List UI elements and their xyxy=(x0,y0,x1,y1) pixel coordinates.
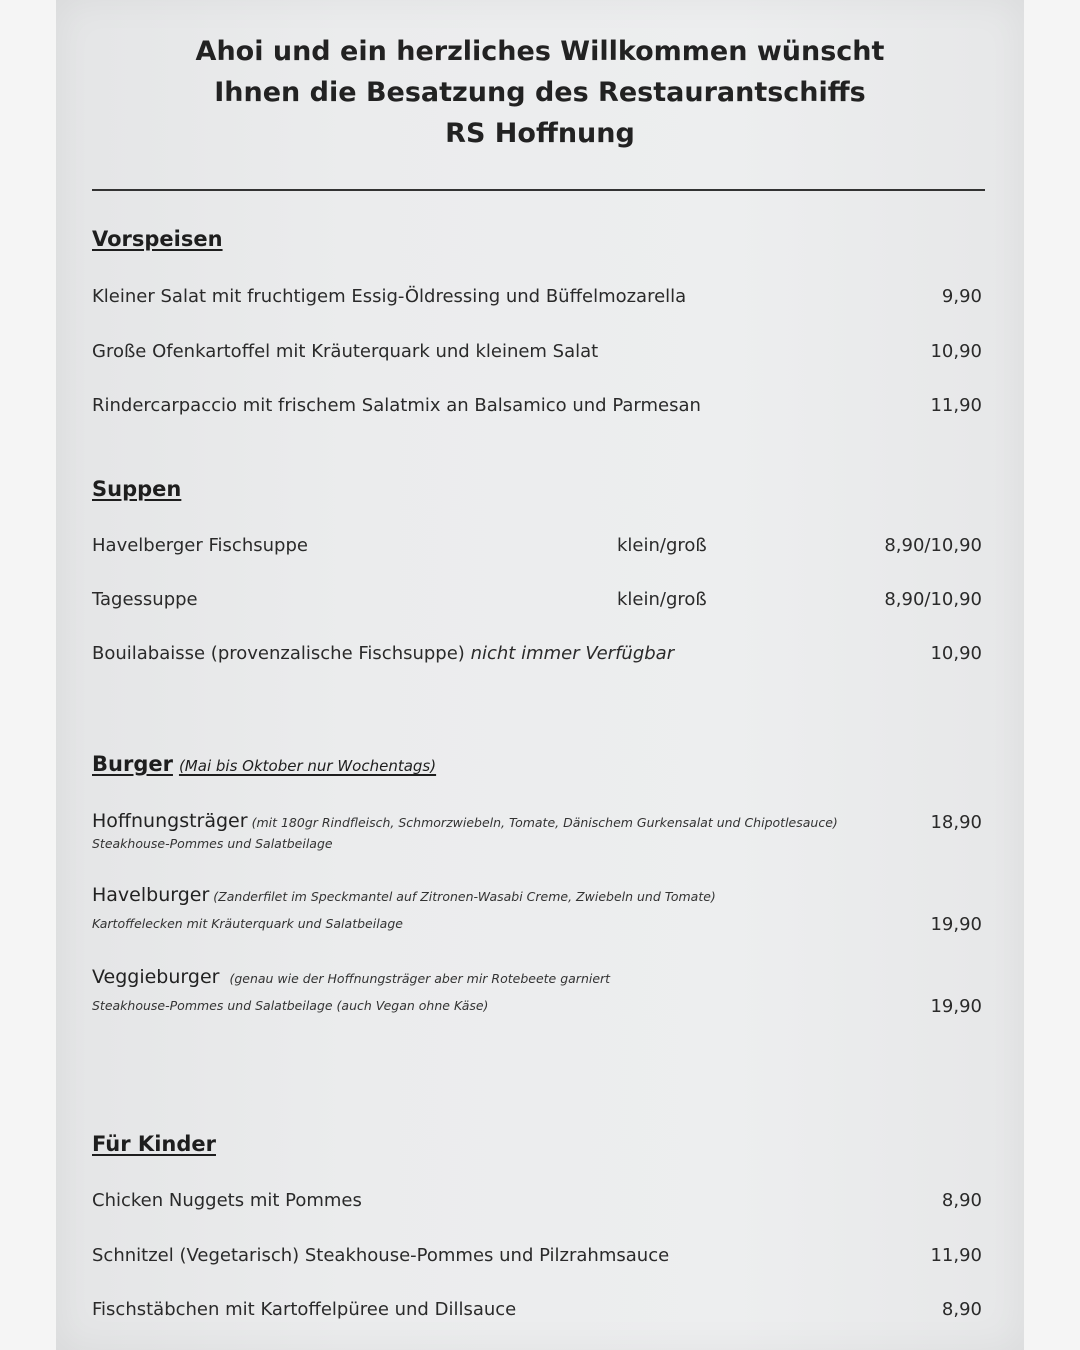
item-name: Große Ofenkartoffel mit Kräuterquark und kleinem Salat xyxy=(92,341,599,362)
item-name: Tagessuppe xyxy=(92,589,198,610)
item-description: (mit 180gr Rindfleisch, Schmorzwiebeln, Tomate, Dänischem Gurkensalat und Chipotlesauce) xyxy=(251,815,838,830)
item-side: Steakhouse-Pommes und Salatbeilage (auch Vegan ohne Käse) xyxy=(92,998,489,1013)
item-name-text: Bouilabaisse (provenzalische Fischsuppe) xyxy=(92,643,465,664)
item-price: 8,90/10,90 xyxy=(884,535,982,556)
section-heading-vorspeisen: Vorspeisen xyxy=(92,227,223,251)
item-price: 19,90 xyxy=(930,914,982,935)
item-side: Steakhouse-Pommes und Salatbeilage xyxy=(92,836,333,851)
section-heading-suppen: Suppen xyxy=(92,477,182,501)
item-name: Fischstäbchen mit Kartoffelpüree und Dillsauce xyxy=(92,1299,517,1320)
item-note: nicht immer Verfügbar xyxy=(470,643,675,664)
item-description: (genau wie der Hoffnungsträger aber mir Rotebeete garniert xyxy=(229,971,611,986)
item-size: klein/groß xyxy=(617,589,707,610)
item-price: 9,90 xyxy=(941,286,982,307)
item-name: Hoffnungsträger xyxy=(92,810,248,832)
divider xyxy=(92,189,985,191)
item-price: 8,90 xyxy=(941,1190,982,1211)
item-name: Chicken Nuggets mit Pommes xyxy=(92,1190,362,1211)
item-price: 10,90 xyxy=(930,341,982,362)
section-heading-kinder: Für Kinder xyxy=(92,1132,216,1156)
item-price: 19,90 xyxy=(930,996,982,1017)
burger-item xyxy=(92,810,982,851)
item-size: klein/groß xyxy=(617,535,707,556)
item-price: 8,90 xyxy=(941,1299,982,1320)
heading-note: (Mai bis Oktober nur Wochentags) xyxy=(178,757,437,775)
item-name: Schnitzel (Vegetarisch) Steakhouse-Pommes und Pilzrahmsauce xyxy=(92,1245,670,1266)
section-heading-burger xyxy=(92,752,436,776)
burger-item xyxy=(92,966,982,1017)
item-name: Rindercarpaccio mit frischem Salatmix an Balsamico und Parmesan xyxy=(92,395,701,416)
title-line-1: Ahoi und ein herzliches Willkommen wünscht xyxy=(195,36,885,67)
item-price: 11,90 xyxy=(930,395,982,416)
heading-text: Burger xyxy=(92,752,173,776)
title-line-3: RS Hoffnung xyxy=(445,118,635,149)
item-name: Havelberger Fischsuppe xyxy=(92,535,308,556)
title-line-2: Ihnen die Besatzung des Restaurantschiffs xyxy=(214,77,866,108)
item-price: 11,90 xyxy=(930,1245,982,1266)
item-price: 10,90 xyxy=(930,643,982,664)
item-name: Havelburger xyxy=(92,884,210,906)
menu-title xyxy=(0,31,1080,154)
item-price: 18,90 xyxy=(930,812,982,833)
item-name xyxy=(92,643,674,664)
item-description: (Zanderfilet im Speckmantel auf Zitronen-Wasabi Creme, Zwiebeln und Tomate) xyxy=(213,889,716,904)
item-side: Kartoffelecken mit Kräuterquark und Salatbeilage xyxy=(92,916,403,931)
burger-item xyxy=(92,884,982,935)
item-name: Kleiner Salat mit fruchtigem Essig-Öldressing und Büffelmozarella xyxy=(92,286,687,307)
item-price: 8,90/10,90 xyxy=(884,589,982,610)
item-name: Veggieburger xyxy=(92,966,220,988)
